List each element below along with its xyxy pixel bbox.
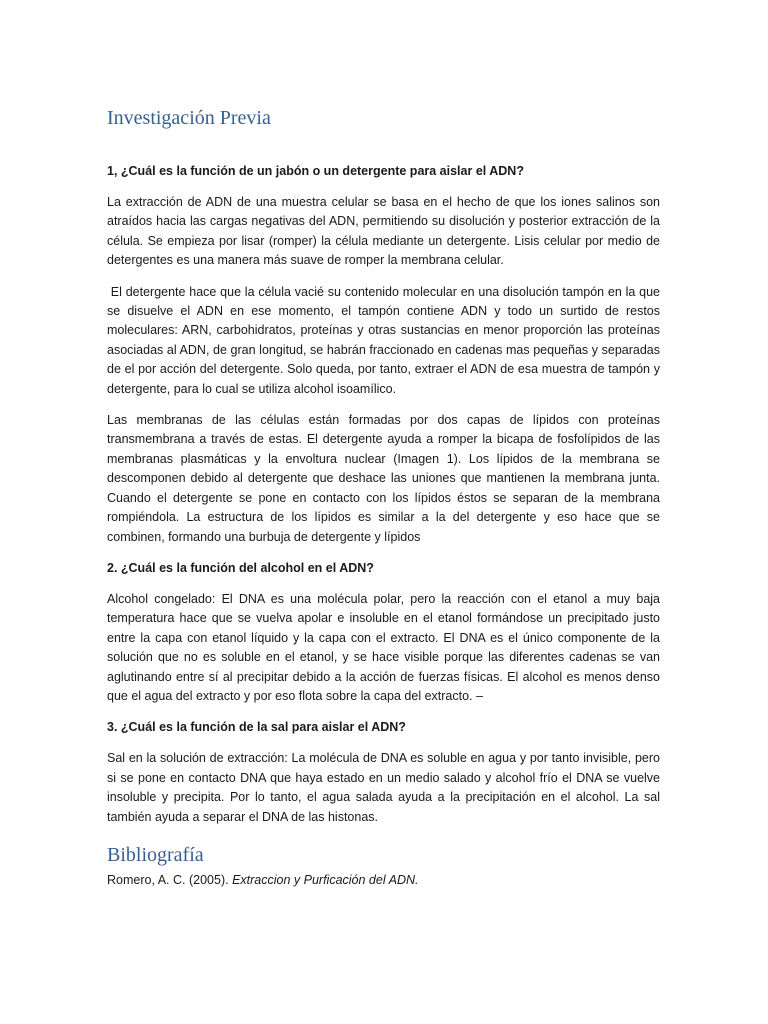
heading-investigacion-previa: Investigación Previa bbox=[107, 107, 271, 129]
question-1: 1, ¿Cuál es la función de un jabón o un detergente para aislar el ADN? bbox=[107, 164, 524, 178]
bibliography-title: Extraccion y Purficación del ADN. bbox=[232, 872, 419, 887]
q1-paragraph-3: Las membranas de las células están formadas por dos capas de lípidos con proteínas transmembrana a través de estas. El detergente ayuda a romper la bicapa de fosfolípidos de las membranas plasmáticas y la envoltura nuclear (Imagen 1). Los lípidos de la membrana se descomponen debido al detergente que deshace las uniones que mantienen la membrana junta. Cuando el detergente se pone en contacto con los lípidos éstos se separan de la membrana rompiéndola. La estructura de los lípidos es similar a la del detergente y eso hace que se combinen, formando una burbuja de detergente y lípidos bbox=[107, 413, 660, 544]
heading-bibliografia: Bibliografía bbox=[107, 843, 204, 866]
q1-paragraph-2: El detergente hace que la célula vacié su contenido molecular en una disolución tampón en la que se disuelve el ADN en ese momento, el tampón contiene ADN y todo un surtido de restos moleculares: ARN, carbohidratos, proteínas y otras sustancias en menor proporción las proteínas asociadas al ADN, de gran longitud, se habrán fraccionado en cadenas mas pequeñas y separadas de el por acción del detergente. Solo queda, por tanto, extraer el ADN de esa muestra de tampón y detergente, para lo cual se utiliza alcohol isoamílico. bbox=[107, 284, 664, 396]
document-page bbox=[107, 104, 664, 890]
q2-paragraph: Alcohol congelado: El DNA es una molécula polar, pero la reacción con el etanol a muy baja temperatura hace que se vuelva apolar e insoluble en el etanol formándose un precipitado justo entre la capa con etanol líquido y la capa con el extracto. El DNA es el único componente de la solución que no es soluble en el etanol, y se hace visible porque las diferentes cadenas se van aglutinando entre sí al precipitar debido a la acción de fuerzas físicas. El alcohol es menos denso que el agua del extracto y por eso flota sobre la capa del extracto. – bbox=[107, 591, 660, 703]
bibliography-author-year: Romero, A. C. (2005). bbox=[107, 872, 233, 887]
bibliography-entry bbox=[107, 871, 660, 890]
question-2: 2. ¿Cuál es la función del alcohol en el ADN? bbox=[107, 560, 374, 575]
q1-paragraph-1: La extracción de ADN de una muestra celular se basa en el hecho de que los iones salinos son atraídos hacia las cargas negativas del ADN, permitiendo su disolución y posterior extracción de la célula. Se empieza por lisar (romper) la célula mediante un detergente. Lisis celular por medio de detergentes es una manera más suave de romper la membrana celular. bbox=[107, 195, 660, 268]
question-3: 3. ¿Cuál es la función de la sal para aislar el ADN? bbox=[107, 720, 406, 735]
q3-paragraph: Sal en la solución de extracción: La molécula de DNA es soluble en agua y por tanto invisible, pero si se pone en contacto DNA que haya estado en un medio salado y alcohol frío el DNA se vuelve insoluble y precipita. Por lo tanto, el agua salada ayuda a la precipitación en el alcohol. La sal también ayuda a separar el DNA de las histonas. bbox=[107, 751, 660, 824]
